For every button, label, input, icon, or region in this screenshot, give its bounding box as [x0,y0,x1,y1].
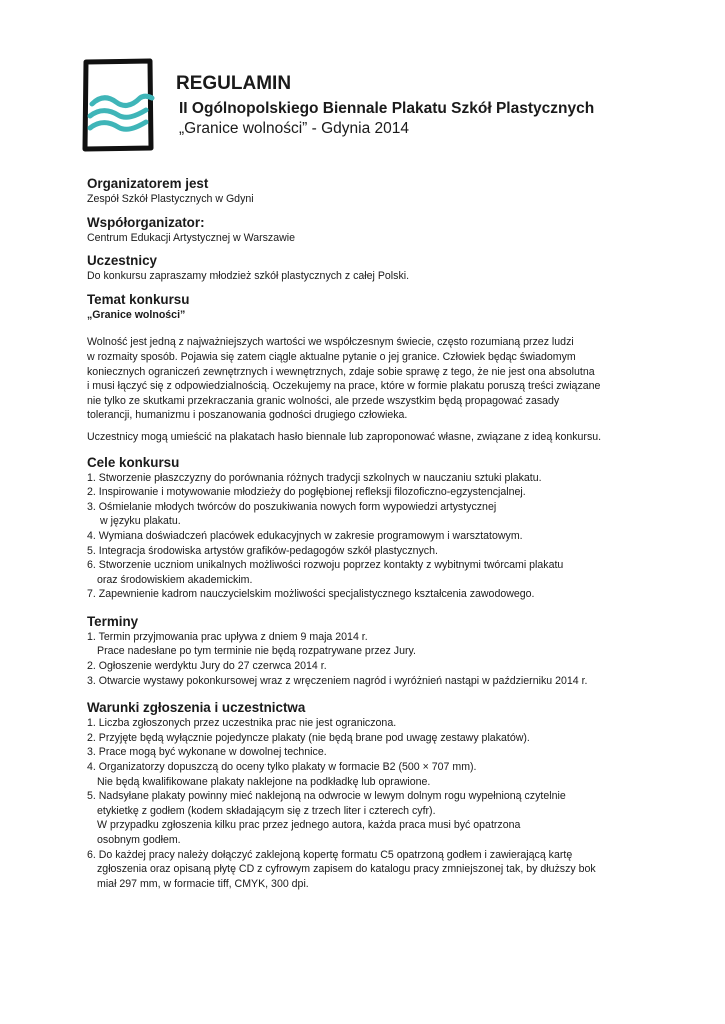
section-heading: Temat konkursu [87,291,190,307]
list-item-continuation: w języku plakatu. [100,515,181,528]
section-text: Zespół Szkół Plastycznych w Gdyni [87,193,254,205]
list-item: 6. Stworzenie uczniom unikalnych możliwości rozwoju poprzez kontakty z wybitnymi twórcami plakatu [87,559,564,572]
section-goals [87,455,687,602]
paragraph-line: i musi łączyć się z odpowiedzialnością. Oczekujemy na prace, które w formie plakatu poruszą treści związane [87,380,601,393]
section-heading: Warunki zgłoszenia i uczestnictwa [87,700,306,716]
list-item-continuation: zgłoszenia oraz opisaną płytę CD z cyfrowym zapisem do katalogu pracy zmniejszonej tak, by dłuższy bok [97,863,596,876]
list-item-continuation: Nie będą kwalifikowane plakaty naklejone na podkładkę lub oprawione. [97,775,431,788]
logo-graphic [80,58,156,152]
document-title: REGULAMIN [176,73,292,94]
paragraph-line: Wolność jest jedną z najważniejszych wartości we współczesnym świecie, często rozumianą przez ludzi [87,336,574,349]
list-item-continuation: miał 297 mm, w formacie tiff, CMYK, 300 dpi. [97,877,309,890]
section-heading: Uczestnicy [87,253,157,269]
list-item: 1. Termin przyjmowania prac upływa z dniem 9 maja 2014 r. [87,630,368,643]
section-conditions [87,700,687,891]
theme-title: „Granice wolności” [87,308,186,321]
theme-paragraph: Uczestnicy mogą umieścić na plakatach hasło biennale lub zaproponować własne, związane z ideą konkursu. [87,430,602,443]
section-heading: Cele konkursu [87,454,180,470]
section-text: Centrum Edukacji Artystycznej w Warszawie [87,231,296,244]
list-item-continuation: Prace nadesłane po tym terminie nie będą rozpatrywane przez Jury. [97,645,416,658]
list-item: 4. Wymiana doświadczeń placówek edukacyjnych w zakresie programowym i warsztatowym. [87,529,523,542]
list-item-continuation: oraz środowiskiem akademickim. [97,573,253,586]
document-header [176,72,696,139]
regulations-body [87,176,687,891]
paragraph-line: w rozmaity sposób. Pojawia się zatem ciągle aktualne pytanie o jej granice. Człowiek będąc świadomym [87,350,576,363]
wave-frame-logo [80,58,156,152]
event-name: „Granice wolności” - Gdynia 2014 [179,120,410,137]
list-item: 2. Ogłoszenie werdyktu Jury do 27 czerwca 2014 r. [87,660,327,673]
section-theme [87,292,687,445]
list-item: 2. Inspirowanie i motywowanie młodzieży do pogłębionej refleksji filozoficzno-egzystencjalnej. [87,486,526,499]
list-item: 6. Do każdej pracy należy dołączyć zaklejoną kopertę formatu C5 opatrzoną godłem i zawierającą kartę [87,848,573,861]
list-item: 3. Ośmielanie młodych twórców do poszukiwania nowych form wypowiedzi artystycznej [87,500,497,513]
list-item: 2. Przyjęte będą wyłącznie pojedyncze plakaty (nie będą brane pod uwagę zestawy plakatów). [87,731,530,744]
section-heading: Współorganizator: [87,214,205,230]
section-heading: Organizatorem jest [87,176,209,191]
list-item-continuation: osobnym godłem. [97,834,181,846]
list-item: 3. Otwarcie wystawy pokonkursowej wraz z wręczeniem nagród i wyróżnień nastąpi w październiku 2014 r. [87,674,588,687]
paragraph-line: koniecznych ograniczeń zewnętrznych i wewnętrznych, zdaje sobie sprawę z tego, że nie jest ona absolutna [87,365,595,378]
list-item: 3. Prace mogą być wykonane w dowolnej technice. [87,746,327,759]
list-item: 1. Stworzenie płaszczyzny do porównania różnych tradycji szkolnych w nauczaniu sztuki plakatu. [87,471,542,484]
section-heading: Terminy [87,613,139,629]
section-participants [87,253,687,284]
theme-paragraph [87,335,687,423]
section-coorganizer [87,215,687,246]
list-item: 4. Organizatorzy dopuszczą do oceny tylko plakaty w formacie B2 (500 × 707 mm). [87,761,477,774]
section-text: Do konkursu zapraszamy młodzież szkół plastycznych z całej Polski. [87,270,410,283]
list-item: 1. Liczba zgłoszonych przez uczestnika prac nie jest ograniczona. [87,717,397,730]
list-item: 5. Nadsyłane plakaty powinny mieć naklejoną na odwrocie w lewym dolnym rogu wypełnioną czytelnie [87,790,566,803]
document-subtitle: II Ogólnopolskiego Biennale Plakatu Szkół Plastycznych [179,100,595,117]
list-item: 7. Zapewnienie kadrom nauczycielskim możliwości specjalistycznego kształcenia zawodowego. [87,588,535,601]
list-item-continuation: W przypadku zgłoszenia kilku prac przez jednego autora, każda praca musi być opatrzona [97,819,521,832]
section-deadlines [87,614,687,688]
list-item: 5. Integracja środowiska artystów grafików-pedagogów szkół plastycznych. [87,544,438,557]
paragraph-line: nie tylko ze skutkami przekraczania granic wolności, ale przede wszystkim będą propagować zasady [87,394,560,407]
paragraph-line: tolerancji, humanizmu i poszanowania godności drugiego człowieka. [87,409,408,422]
section-organizer [87,176,687,207]
list-item-continuation: etykietkę z godłem (kodem składającym się z trzech liter i czterech cyfr). [97,804,436,817]
